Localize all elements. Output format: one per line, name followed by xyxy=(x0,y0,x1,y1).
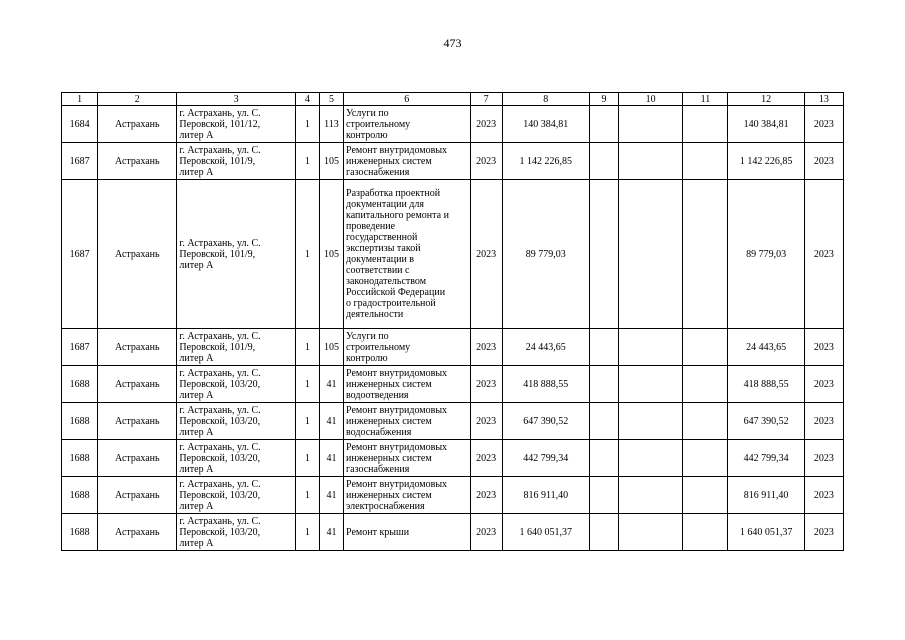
total-cell: 418 888,55 xyxy=(728,366,804,403)
work-type-cell-line: газоснабжения xyxy=(346,463,410,475)
work-type-cell-line: Ремонт крыши xyxy=(346,526,410,538)
year-cell: 2023 xyxy=(470,366,502,403)
row-id-cell: 1688 xyxy=(62,514,98,551)
work-type-cell-line: соответствии с xyxy=(346,265,410,276)
cost-cell: 89 779,03 xyxy=(502,180,589,329)
work-type-cell-line: инженерных систем xyxy=(346,452,432,464)
col4-cell: 1 xyxy=(295,329,319,366)
address-cell-line: Перовской, 101/12, xyxy=(179,118,261,130)
column-header: 7 xyxy=(470,93,502,106)
col10-cell xyxy=(619,477,683,514)
col4-cell: 1 xyxy=(295,366,319,403)
address-cell-line: литер А xyxy=(179,352,214,364)
table-row xyxy=(62,180,844,329)
col11-cell xyxy=(683,514,728,551)
col10-cell xyxy=(619,106,683,143)
end-year-cell: 2023 xyxy=(804,106,843,143)
col5-cell: 41 xyxy=(319,477,343,514)
address-cell-line: г. Астрахань, ул. С. xyxy=(179,330,261,342)
col9-cell xyxy=(589,477,618,514)
table-row xyxy=(62,143,844,180)
column-header: 10 xyxy=(619,93,683,106)
row-id-cell: 1687 xyxy=(62,329,98,366)
year-cell: 2023 xyxy=(470,440,502,477)
address-cell-line: Перовской, 101/9, xyxy=(179,341,256,353)
work-type-cell xyxy=(344,477,470,514)
work-type-cell xyxy=(344,143,470,180)
work-type-cell-line: инженерных систем xyxy=(346,378,432,390)
address-cell-line: литер А xyxy=(179,426,214,438)
address-cell-line: Перовской, 103/20, xyxy=(179,489,261,501)
col11-cell xyxy=(683,143,728,180)
total-cell: 24 443,65 xyxy=(728,329,804,366)
work-type-cell-line: законодательством xyxy=(346,276,427,287)
work-type-cell-line: строительному xyxy=(346,118,411,130)
row-id-cell: 1688 xyxy=(62,403,98,440)
work-type-cell-line: электроснабжения xyxy=(346,500,425,512)
work-type-cell-line: Ремонт внутридомовых xyxy=(346,144,448,156)
col4-cell: 1 xyxy=(295,403,319,440)
end-year-cell: 2023 xyxy=(804,143,843,180)
col11-cell xyxy=(683,440,728,477)
row-id-cell: 1687 xyxy=(62,180,98,329)
address-cell xyxy=(177,180,295,329)
work-type-cell-line: проведение xyxy=(346,221,396,232)
address-cell-line: Перовской, 103/20, xyxy=(179,526,261,538)
table-row xyxy=(62,477,844,514)
col10-cell xyxy=(619,329,683,366)
col9-cell xyxy=(589,366,618,403)
total-cell: 1 142 226,85 xyxy=(728,143,804,180)
city-cell: Астрахань xyxy=(98,329,177,366)
work-type-cell-line: деятельности xyxy=(346,309,404,320)
capital-repair-table xyxy=(61,92,844,551)
work-type-cell-line: водоснабжения xyxy=(346,426,412,438)
work-type-cell-line: о градостроительной xyxy=(346,298,436,309)
work-type-cell-line: государственной xyxy=(346,232,418,243)
column-header: 8 xyxy=(502,93,589,106)
city-cell: Астрахань xyxy=(98,440,177,477)
col9-cell xyxy=(589,106,618,143)
col4-cell: 1 xyxy=(295,180,319,329)
work-type-cell-line: Разработка проектной xyxy=(346,188,441,199)
column-number-row xyxy=(62,93,844,106)
col11-cell xyxy=(683,106,728,143)
col10-cell xyxy=(619,366,683,403)
page-number: 473 xyxy=(443,36,462,50)
col5-cell: 41 xyxy=(319,403,343,440)
col9-cell xyxy=(589,403,618,440)
row-id-cell: 1688 xyxy=(62,477,98,514)
address-cell xyxy=(177,440,295,477)
col5-cell: 41 xyxy=(319,440,343,477)
work-type-cell-line: инженерных систем xyxy=(346,415,432,427)
cost-cell: 647 390,52 xyxy=(502,403,589,440)
col10-cell xyxy=(619,143,683,180)
work-type-cell-line: Услуги по xyxy=(346,107,389,119)
work-type-cell xyxy=(344,440,470,477)
cost-cell: 442 799,34 xyxy=(502,440,589,477)
work-type-cell-line: капитального ремонта и xyxy=(346,210,449,221)
col11-cell xyxy=(683,329,728,366)
row-id-cell: 1688 xyxy=(62,440,98,477)
work-type-cell xyxy=(344,514,470,551)
address-cell-line: г. Астрахань, ул. С. xyxy=(179,107,261,119)
end-year-cell: 2023 xyxy=(804,403,843,440)
work-type-cell xyxy=(344,329,470,366)
column-header: 4 xyxy=(295,93,319,106)
work-type-cell-line: Ремонт внутридомовых xyxy=(346,478,448,490)
work-type-cell xyxy=(344,180,470,329)
address-cell-line: г. Астрахань, ул. С. xyxy=(179,404,261,416)
col9-cell xyxy=(589,180,618,329)
address-cell xyxy=(177,106,295,143)
address-cell-line: г. Астрахань, ул. С. xyxy=(179,515,261,527)
row-id-cell: 1687 xyxy=(62,143,98,180)
end-year-cell: 2023 xyxy=(804,180,843,329)
total-cell: 647 390,52 xyxy=(728,403,804,440)
address-cell-line: г. Астрахань, ул. С. xyxy=(179,144,261,156)
col11-cell xyxy=(683,180,728,329)
year-cell: 2023 xyxy=(470,180,502,329)
col5-cell: 105 xyxy=(319,180,343,329)
address-cell-line: литер А xyxy=(179,166,214,178)
end-year-cell: 2023 xyxy=(804,366,843,403)
cost-cell: 24 443,65 xyxy=(502,329,589,366)
col10-cell xyxy=(619,180,683,329)
total-cell: 816 911,40 xyxy=(728,477,804,514)
work-type-cell-line: Ремонт внутридомовых xyxy=(346,404,448,416)
cost-cell: 1 142 226,85 xyxy=(502,143,589,180)
address-cell-line: Перовской, 101/9, xyxy=(179,248,256,260)
table-row xyxy=(62,106,844,143)
total-cell: 140 384,81 xyxy=(728,106,804,143)
cost-cell: 816 911,40 xyxy=(502,477,589,514)
address-cell-line: Перовской, 103/20, xyxy=(179,452,261,464)
address-cell-line: литер А xyxy=(179,537,214,549)
column-header: 6 xyxy=(344,93,470,106)
col5-cell: 113 xyxy=(319,106,343,143)
address-cell-line: г. Астрахань, ул. С. xyxy=(179,441,261,453)
column-header: 1 xyxy=(62,93,98,106)
address-cell xyxy=(177,477,295,514)
address-cell-line: Перовской, 103/20, xyxy=(179,415,261,427)
work-type-cell-line: Услуги по xyxy=(346,330,389,342)
address-cell xyxy=(177,514,295,551)
end-year-cell: 2023 xyxy=(804,477,843,514)
address-cell xyxy=(177,366,295,403)
cost-cell: 1 640 051,37 xyxy=(502,514,589,551)
address-cell-line: г. Астрахань, ул. С. xyxy=(179,237,261,249)
year-cell: 2023 xyxy=(470,514,502,551)
work-type-cell-line: строительному xyxy=(346,341,411,353)
address-cell-line: литер А xyxy=(179,259,214,271)
table-row xyxy=(62,514,844,551)
col9-cell xyxy=(589,440,618,477)
column-header: 9 xyxy=(589,93,618,106)
city-cell: Астрахань xyxy=(98,403,177,440)
total-cell: 89 779,03 xyxy=(728,180,804,329)
col5-cell: 41 xyxy=(319,514,343,551)
work-type-cell-line: контролю xyxy=(346,352,388,364)
col10-cell xyxy=(619,403,683,440)
year-cell: 2023 xyxy=(470,329,502,366)
col11-cell xyxy=(683,403,728,440)
table-row xyxy=(62,366,844,403)
col5-cell: 105 xyxy=(319,143,343,180)
column-header: 13 xyxy=(804,93,843,106)
work-type-cell-line: экспертизы такой xyxy=(346,243,421,254)
work-type-cell-line: документации в xyxy=(346,254,415,265)
address-cell xyxy=(177,403,295,440)
year-cell: 2023 xyxy=(470,106,502,143)
work-type-cell-line: Российской Федерации xyxy=(346,287,446,298)
total-cell: 442 799,34 xyxy=(728,440,804,477)
work-type-cell xyxy=(344,403,470,440)
year-cell: 2023 xyxy=(470,403,502,440)
col9-cell xyxy=(589,329,618,366)
col10-cell xyxy=(619,514,683,551)
column-header: 5 xyxy=(319,93,343,106)
city-cell: Астрахань xyxy=(98,143,177,180)
col9-cell xyxy=(589,143,618,180)
address-cell-line: литер А xyxy=(179,389,214,401)
address-cell-line: Перовской, 103/20, xyxy=(179,378,261,390)
end-year-cell: 2023 xyxy=(804,440,843,477)
city-cell: Астрахань xyxy=(98,180,177,329)
row-id-cell: 1688 xyxy=(62,366,98,403)
col5-cell: 41 xyxy=(319,366,343,403)
end-year-cell: 2023 xyxy=(804,514,843,551)
work-type-cell xyxy=(344,106,470,143)
work-type-cell-line: водоотведения xyxy=(346,389,409,401)
column-header: 2 xyxy=(98,93,177,106)
column-header: 12 xyxy=(728,93,804,106)
column-header: 3 xyxy=(177,93,295,106)
address-cell xyxy=(177,329,295,366)
address-cell xyxy=(177,143,295,180)
col11-cell xyxy=(683,366,728,403)
address-cell-line: литер А xyxy=(179,129,214,141)
work-type-cell-line: Ремонт внутридомовых xyxy=(346,441,448,453)
city-cell: Астрахань xyxy=(98,514,177,551)
address-cell-line: литер А xyxy=(179,463,214,475)
address-cell-line: г. Астрахань, ул. С. xyxy=(179,478,261,490)
col5-cell: 105 xyxy=(319,329,343,366)
work-type-cell-line: Ремонт внутридомовых xyxy=(346,367,448,379)
col10-cell xyxy=(619,440,683,477)
col4-cell: 1 xyxy=(295,440,319,477)
work-type-cell-line: газоснабжения xyxy=(346,166,410,178)
column-header: 11 xyxy=(683,93,728,106)
address-cell-line: г. Астрахань, ул. С. xyxy=(179,367,261,379)
table-body xyxy=(62,106,844,551)
row-id-cell: 1684 xyxy=(62,106,98,143)
col4-cell: 1 xyxy=(295,106,319,143)
work-type-cell-line: документации для xyxy=(346,199,424,210)
work-type-cell xyxy=(344,366,470,403)
col9-cell xyxy=(589,514,618,551)
address-cell-line: литер А xyxy=(179,500,214,512)
total-cell: 1 640 051,37 xyxy=(728,514,804,551)
table-row xyxy=(62,329,844,366)
year-cell: 2023 xyxy=(470,143,502,180)
work-type-cell-line: инженерных систем xyxy=(346,489,432,501)
table-row xyxy=(62,440,844,477)
city-cell: Астрахань xyxy=(98,477,177,514)
col4-cell: 1 xyxy=(295,514,319,551)
work-type-cell-line: инженерных систем xyxy=(346,155,432,167)
work-type-cell-line: контролю xyxy=(346,129,388,141)
col4-cell: 1 xyxy=(295,143,319,180)
cost-cell: 140 384,81 xyxy=(502,106,589,143)
city-cell: Астрахань xyxy=(98,366,177,403)
address-cell-line: Перовской, 101/9, xyxy=(179,155,256,167)
end-year-cell: 2023 xyxy=(804,329,843,366)
col4-cell: 1 xyxy=(295,477,319,514)
table-row xyxy=(62,403,844,440)
city-cell: Астрахань xyxy=(98,106,177,143)
year-cell: 2023 xyxy=(470,477,502,514)
cost-cell: 418 888,55 xyxy=(502,366,589,403)
col11-cell xyxy=(683,477,728,514)
